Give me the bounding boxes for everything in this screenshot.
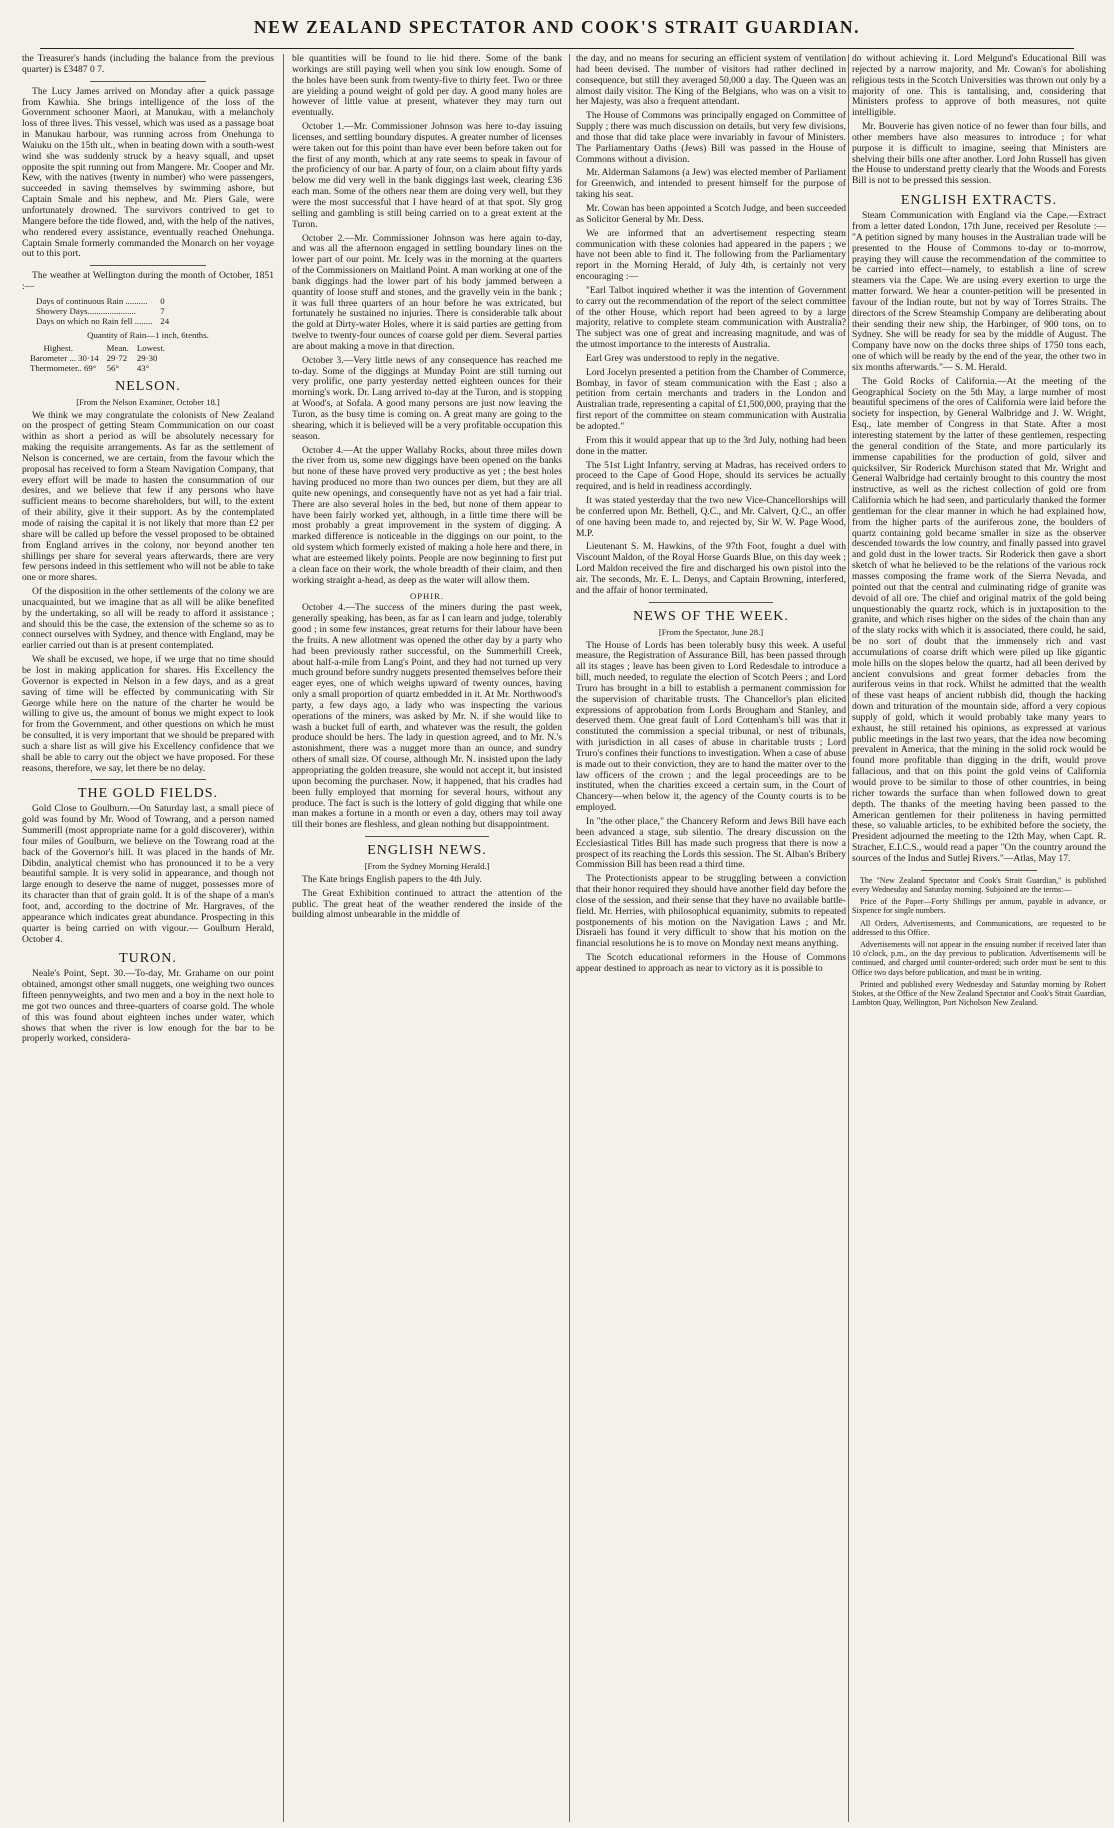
column-rule [569,54,570,1822]
news-paragraph: Mr. Alderman Salamons (a Jew) was elected member of Parliament for Greenwich, and intended to present himself for the purpose of taking his seat. [576,167,846,201]
ophir-paragraph: October 4.—The success of the miners during the past week, generally speaking, has been, as far as I can learn and judge, tolerably good ; in some few instances, great returns for their labour have been the fruits. A new allotment was opened the other day by a party who had been previously rather successful, on the Summerhill Creek, about half-a-mile from Lang's Point, and they had not turned up very much ground before sundry nuggets presented themselves before their eager eyes, one of which weighs upward of twenty ounces, having only a small proportion of quartz embedded in it. At Mr. Northwood's party, a few days ago, a lady who was inspecting the various operations of the miners, was asked by Mr. N. if she would like to wash a bucket full of earth, and whatever was the result, the golden produce should be hers. The lady in question agreed, and to Mr. N.'s astonishment, there was a nugget more than an ounce, and sundry others of small size. Of course, although Mr. N. insisted upon the lady appropriating the golden treasure, she would not accept it, but insisted upon becoming the purchaser. Now, it happened, that his cradles had been fully employed that morning for several hours, without any produce. The fact is such is the lottery of gold digging that while one man makes a fortune in a month or even a day, others may toil away till their bones are fleshless, and glean nothing but disappointment. [292,602,562,831]
weather-row: Days of continuous Rain .......... 0 [36,295,165,306]
imprint-line: All Orders, Advertisements, and Communications, are requested to be addressed to this Office. [852,918,1106,937]
masthead-rule [40,48,1074,49]
news-paragraph: "Earl Talbot inquired whether it was the intention of Government to carry out the recommendation of the report of the select committee of the other House, which report had been agreed to by a large majority, relative to complete steam communication with Australia? The subject was one of great and increasing magnitude, and was of the utmost importance to the interests of Australia. [576,284,846,351]
weather-table [32,296,173,326]
english-news-paragraph: The Great Exhibition continued to attract the attention of the public. The great heat of the weather rendered the inside of the building almost unbearable in the middle of [292,887,562,921]
news-paragraph: We are informed that an advertisement respecting steam communication with these colonies had appeared in the papers ; we have not been able to find it. The following from the Parliamentary report in the Morning Herald, of July 4th, is certainly not very encouraging :— [576,227,846,283]
news-paragraph: the day, and no means for securing an efficient system of ventilation had been devised. The number of visitors had rather declined in consequence, but still they averaged 50,000 a day. The Queen was an almost daily visitor. The King of the Belgians, who was on a visit to her Majesty, was also a frequent attendant. [576,54,846,108]
ophir-heading: OPHIR. [410,590,444,601]
news-of-week-heading: NEWS OF THE WEEK. [633,608,789,624]
news-paragraph: The 51st Light Infantry, serving at Madras, has received orders to proceed to the Cape of Good Hope, should its services be actually required, and is held in readiness accordingly. [576,459,846,493]
nelson-paragraph: We shall be excused, we hope, if we urge that no time should be lost in making application for shares. His Excellency the Governor is expected in Nelson in a few days, and as a great saving of time will be effected by communicating with Sir George while here on the nature of the charter he would be willing to give us, the amount of bonus we might expect to look for from the Government, and other questions on which he must be consulted, it is very important that we should be prepared with such a share list as will give his Excellency confidence that we shall be able to carry out the object we have proposed. For these reasons, therefore, we say, let there be no delay. [22,654,274,774]
turon-continued: ble quantities will be found to lie hid there. Some of the bank workings are still paying well when you sink low enough. Some of the holes have been sunk from twenty-five to thirty feet. Two or three are yielding a pound weight of gold per day. A good many holes are however of little value at present, whatever they may turn out eventually. [292,54,562,119]
english-extracts-heading: ENGLISH EXTRACTS. [900,193,1058,209]
news-of-week-source: [From the Spectator, June 28.] [658,626,764,637]
english-news-paragraph: The Kate brings English papers to the 4th July. [302,873,482,885]
weather-paragraph: The weather at Wellington during the month of October, 1851 :— [22,270,274,293]
nelson-source: [From the Nelson Examiner, October 18.] [76,396,220,407]
thermometer-row: Thermometer.. 69° 56° 43° [30,362,150,373]
news-paragraph: Mr. Bouverie has given notice of no fewer than four bills, and other members have also measures to introduce ; for what purpose it is difficult to imagine, seeing that Ministers are shelving their bills one after another. Lord John Russell has given the House to understand pretty clearly that the Woods and Forests Bill is not to be pressed this session. [852,121,1106,187]
rain-quantity: Quantity of Rain—1 inch, 6tenths. [87,329,209,340]
section-rule [365,836,489,837]
news-continued: do without achieving it. Lord Melgund's Educational Bill was rejected by a narrow majority, and Mr. Cowan's for abolishing religious tests in the Scotch Universities was thrown out only by a majority of one. This is tantalising, and, considering that Ministers profess to approve of both measures, not quite intelligible. [852,54,1106,119]
news-of-week-paragraph: The Protectionists appear to be struggling between a conviction that their honor required they should have another field day before the close of the session, and their sense that they have no available battle-field. Mr. Herries, with philosophical equanimity, submits to repeated postponements of his motion on the Navigation Laws ; and Mr. Disraeli has found it very difficult to show that his motion on the financial resolutions he is to move on Monday next means anything. [576,873,846,950]
imprint [852,876,1106,1008]
masthead-title: NEW ZEALAND SPECTATOR AND COOK'S STRAIT GUARDIAN. [253,17,861,37]
treasurer-paragraph: the Treasurer's hands (including the balance from the previous quarter) is £3487 0 7. [22,54,274,75]
column-4 [852,54,1106,1824]
extract-paragraph: Steam Communication with England via the Cape.—Extract from a letter dated London, 17th June, received per Resolute :— "A petition signed by many houses in the Australian trade will be presented to the House of Commons to-day or to-morrow, praying they will cause the recommendation of the committee to be carried into effect—namely, to establish a line of screw steamers via the Cape. We are using every exertion to urge the matter forward. We hear a counter-petition will be presented in favour of the Indian route, but not by way of Torres Straits. The directors of the Screw Steamship Company are deliberating about their sending their new ship, the Harbinger, of 900 tons, on to Sydney. She will be ready for sea by the middle of August. The Company have now on the docks three ships of 1750 tons each, one of which will be ready by the end of the year, the other two in six months afterwards."— S. M. Herald. [852,210,1106,373]
imprint-line: Price of the Paper—Forty Shillings per annum, payable in advance, or Sixpence for single numbers. [852,897,1106,916]
news-of-week-paragraph: The House of Lords has been tolerably busy this week. A useful measure, the Registration of Assurance Bill, has been passed through all its stages ; leave has been given to Lord Redesdale to introduce a bill, much needed, to regulate the election of Scotch Peers ; and Lord Truro has brought in a bill to establish a permanent commission for the supervision of charitable trusts. The Chancellor's plan elicited expressions of approbation from Lords Brougham and Stanley, and deserved them. One great fault of Lord Cottenham's bill was that it constituted the commission a special tribunal, or nest of tribunals, with jurisdiction in all cases of abuse in charitable trusts ; Lord Truro's confines their functions to investigation. When a case of abuse is made out to their conviction, they are to hand the matter over to the law officers of the crown ; and the legal proceedings are to be instituted, when the charities exceed a certain sum, in the Court of Chancery—when below it, the agency of the County courts is to be employed. [576,639,846,814]
weather-row: Showery Days...................... 7 [36,305,165,316]
news-paragraph: Lord Jocelyn presented a petition from the Chamber of Commerce, Bombay, in favor of steam communication with the East ; also a petition from certain merchants and traders in the London and Australian trade, representing a capital of £1,500,000, praying that the first report of the committee on steam communication with Australia be adopted." [576,366,846,432]
turon-diary-paragraph: October 1.—Mr. Commissioner Johnson was here to-day issuing licenses, and settling boundary disputes. A greater number of licenses were taken out for this point than have ever been before taken out for the first of any month, which at any rate seems to speak in favour of the proficiency of our bar. A party of four, on a claim about fifty yards below me did very well in the bank diggings last week, clearing £36 each man. Some of the others near them are doing very well, but they were the most successful that I have heard of at that spot. Sly grog selling and gambling is still being carried on to a great extent at the Turon. [292,121,562,230]
news-paragraph: Lieutenant S. M. Hawkins, of the 97th Foot, fought a duel with Viscount Maldon, of the Royal Horse Guards Blue, on this day week ; Lord Maldon received the fire and discharged his own pistol into the air. The seconds, Mr. E. L. Denys, and Captain Browning, interfered, and the affair of honor terminated. [576,541,846,596]
column-rule [848,54,849,1822]
gold-paragraph: Gold Close to Goulburn.—On Saturday last, a small piece of gold was found by Mr. Wood of Towrang, and a person named Summerill (most appropriate name for a gold discoverer), within four miles of Goulburn, we believe on the Towrang road at the back of the Governor's hill. It was placed in the hands of Mr. Dibdin, analytical chemist who has pronounced it to be a very beautiful sample. It is very solid in appearance, and though not large enough to deserve the name of nugget, possesses more of its character than that of grain gold. It is of the shape of a man's foot, and, according to the doctrine of Mr. Hargraves, of the appearance which indicates great abundance. Prospecting in this quarter is being carried on with vigour.— Goulburn Herald, October 4. [22,803,274,945]
lucy-james-paragraph: The Lucy James arrived on Monday after a quick passage from Kawhia. She brings intelligence of the loss of the Government schooner Maori, at Manukau, with a melancholy loss of three lives. This vessel, which was used as a passage boat in Manukau harbour, was running across from Onehunga to Waiuku on the 15th ult., when in beating down with a south-west wind she was suddenly struck by a heavy squall, and upset opposite the spit running out from Mangere. Mr. Cooper and Mr. Kew, with the natives (twenty in number) who were passengers, succeeded in saving themselves by swimming ashore, but Captain Smale and his nephew, and Mr. Piers Gale, were unfortunately drowned. The survivors contrived to get to Mangere before the tide flowed, and, with the help of the natives, who rendered every assistance, eventually reached Onehunga. Captain Smale formerly commanded the Monarch on her voyage out to this port. [22,85,274,260]
news-paragraph: The House of Commons was principally engaged on Committee of Supply ; there was much discussion on details, but very few divisions, and those that did take place were invariably in favour of Ministers. The Parliamentary Oaths (Jews) Bill was passed in the House of Commons without a division. [576,110,846,165]
nelson-paragraph: We think we may congratulate the colonists of New Zealand on the prospect of getting Steam Communication on our coast within as short a period as will be absolutely necessary for making the requisite arrangements. As far as the settlement of Nelson is concerned, we are certain, from the favour which the proposal has received to form a Steam Navigation Company, that every effort will be made to hasten the consummation of our desires, and we believe that few if any persons who have sufficient means to become shareholders, but will, to the extent of their ability, give it their support. As by the contemplated mode of raising the capital it is not likely that more than £2 per share will be called up before the vessel proposed to be obtained from England arrives in the colony, nor beyond another ten shillings per share for several years afterwards, there are very few persons indeed in this settlement who will not be able to take one or more shares. [22,409,274,584]
section-rule [90,265,206,266]
imprint-line: The "New Zealand Spectator and Cook's Strait Guardian," is published every Wednesday and Saturday morning. Subjoined are the terms:— [852,875,1106,894]
extract-paragraph: The Gold Rocks of California.—At the meeting of the Geographical Society on the 5th May, a large number of most beautiful specimens of the ores of California were laid before the society for inspection, by General Walbridge and J. W. Wright, Esq., late member of Congress in that State. After a most interesting statement by the latter of these gentlemen, respecting the general condition of the State, and more particularly its immense capabilities for the production of gold, silver and quicksilver, Sir Roderick Murchison stated that Mr. Wright and General Walbridge had certainly brought to this country the most instructive, as well as the richest collection of gold ore from California which he had seen, and particularly thanked the former gentleman for the clear manner in which he had explained how, from the higher parts of the auriferous zone, the boulders of quartz containing gold became smaller in size as the observer descended towards the low country, and finally passed into gravel and gold dust in the lower tracts. Sir Roderick then gave a short sketch of what he believed to be the relations of the various rock masses composing the frame work of the Sierra Nevada, and pointed out that the central and culminating ridge of granite was devoid of all ore. The chief and original matrix of the gold being unquestionably the quartz rock, which is in juxtaposition to the granite, and which rises higher on the sides of the chain than any of the slaty rocks with which it is associated, there could, he said, be no sort of doubt that the immensely rich and vast accumulations of coarse drift which were piled up like gigantic mole hills on the slopes below the quartz, had all been derived by ancient convulsions and great former debacles from the auriferous veins in that rock. Whilst he admitted that the wealth of these vast heaps of ancient rubbish did, though the hacking down and trituration of the mountain side, afford a very copious supply of gold, which it would probably take many years to exhaust, he still retained his opinions, as expressed at various public meetings in the last two years, that the idea now becoming prevalent in America, that the mining in the solid rock would be found more profitable than digging in the drift, would prove fallacious, and that on this point the gold veins of California would prove to be similar to those of other countries, in being richer towards the surface than when followed down to great depth. The thanks of the meeting having been passed to the American gentlemen for their politeness in having permitted these, so valuable articles, to be exhibited before the society, the President adjourned the meeting to the 12th May, when Capt. R. Stracher, E.I.C.S., would read a paper "On the country around the sources of the Indus and Sutlej Rivers."—Atlas, May 17. [852,375,1106,864]
turon-diary-paragraph: October 4.—At the upper Wallaby Rocks, about three miles down the river from us, some new diggings have been opened on the banks but none of these have proved very productive as yet ; the best holes having produced no more than two ounces per diem, but they are all quite new openings, and consequently have not as yet had a fair trial. There are also several holes in the bed, but none of them appear to have been fairly worked yet, although, in a little time there will be most probably a great improvement in the system of digging. A marked difference is noticeable in the diggings on our point, to the old system which formerly existed of making a hole here and there, in what are esteemed likely points. People are now beginning to first put a clean face on their work, the whole breadth of their claim, and then working straight a-head, as deep as the water will allow them. [292,444,562,586]
column-1 [22,54,274,1824]
turon-heading: TURON. [119,951,177,967]
gold-fields-heading: THE GOLD FIELDS. [77,786,219,802]
section-rule [649,602,773,603]
news-of-week-paragraph: In "the other place," the Chancery Reform and Jews Bill have each been advanced a stage, sub silentio. The dreary discussion on the Ecclesiastical Titles Bill has made such progress that there is now a prospect of its reaching the Lords this session. The St. Alban's Bribery Commission Bill has been read a third time. [576,816,846,871]
barometer-row: Barometer ... 30·14 29·72 29·30 [30,352,158,363]
nelson-heading: NELSON. [115,378,181,394]
column-3 [576,54,846,1824]
barometer-table: Highest. Mean. Lowest. Barometer ... 30·14 29·72 29·30 Thermometer.. 69° 56° 43° [26,343,169,373]
news-of-week-paragraph: The Scotch educational reformers in the House of Commons appear destined to approach as near to victory as it is possible to [576,952,846,974]
news-paragraph: Mr. Cowan has been appointed a Scotch Judge, and been succeeded as Solicitor General by Mr. Dess. [576,202,846,225]
column-2 [292,54,562,1824]
nelson-paragraph: Of the disposition in the other settlements of the colony we are unacquainted, but we imagine that as all will be alike benefited by the undertaking, so all will be ready to afford it assistance ; and should this be the case, the extension of the scheme so as to connect ourselves with Sydney, and thence with England, may be earlier carried out than is at present contemplated. [22,586,274,652]
turon-diary-paragraph: October 2.—Mr. Commissioner Johnson was here again to-day, and was all the afternoon engaged in settling boundary lines on the lower part of our point. Mr. Icely was in the morning at the quarters of the Commissioners on Maitland Point. A man working at one of the bank diggings had the lower part of his body jammed between a quantity of loose stuff and stones, and the gravelly vein in the bank ; it was full three quarters of an hour before he was extricated, but fortunately he sustained no injuries. There is considerable talk about the gold at Dirty-water Holes, where it is said parties are getting from twelve to twenty-four ounces of coarse gold per diem. Several parties are about making a move in that direction. [292,232,562,352]
news-paragraph: Earl Grey was understood to reply in the negative. [586,352,780,364]
turon-diary-paragraph: October 3.—Very little news of any consequence has reached me to-day. Some of the diggings at Munday Point are still turning out very prolific, one party yesterday netted eighteen ounces for their morning's work. Dr. Lang arrived to-day at the Turon, and is stopping at Wood's, at Sofala. A good many persons are just now leaving the Turon, as the busy time is coming on. A great many are going to the shearing, which it is believed will be a very profitable occupation this season. [292,354,562,442]
english-news-heading: ENGLISH NEWS. [367,843,487,859]
section-rule [90,81,206,82]
section-rule [90,779,206,780]
section-rule [921,870,1038,871]
imprint-line: Printed and published every Wednesday and Saturday morning by Robert Stokes, at the Office of the New Zealand Spectator and Cook's Strait Guardian, Lambton Quay, Wellington, Port Nicholson New Zealand. [852,979,1106,1008]
turon-paragraph: Neale's Point, Sept. 30.—To-day, Mr. Grahame on our point obtained, amongst other small nuggets, one weighing two ounces fifteen pennyweights, and two men and a boy in the next hole to me got two ounces and three-quarters of coarse gold. The whole of this was found about eighteen inches under water, which shows that when the river is low enough for the bar to be properly worked, considera- [22,968,274,1045]
column-rule [283,54,284,1822]
english-news-source: [From the Sydney Morning Herald.] [364,861,490,872]
weather-row: Days on which no Rain fell ........ 24 [36,315,170,326]
news-paragraph: It was stated yesterday that the two new Vice-Chancellorships will be conferred upon Mr. Bethell, Q.C., and Mr. Calvert, Q.C., an offer of one having been made to, and rejected by, Sir W. W. Page Wood, M.P. [576,495,846,539]
news-paragraph: From this it would appear that up to the 3rd July, nothing had been done in the matter. [576,434,846,457]
imprint-line: Advertisements will not appear in the ensuing number if received later than 10 o'clock, p.m., on the day previous to publication. Advertisements will be continued, and charged until counter-ordered; such order must be sent to this Office two days before publication, and must be in writing. [852,939,1106,977]
